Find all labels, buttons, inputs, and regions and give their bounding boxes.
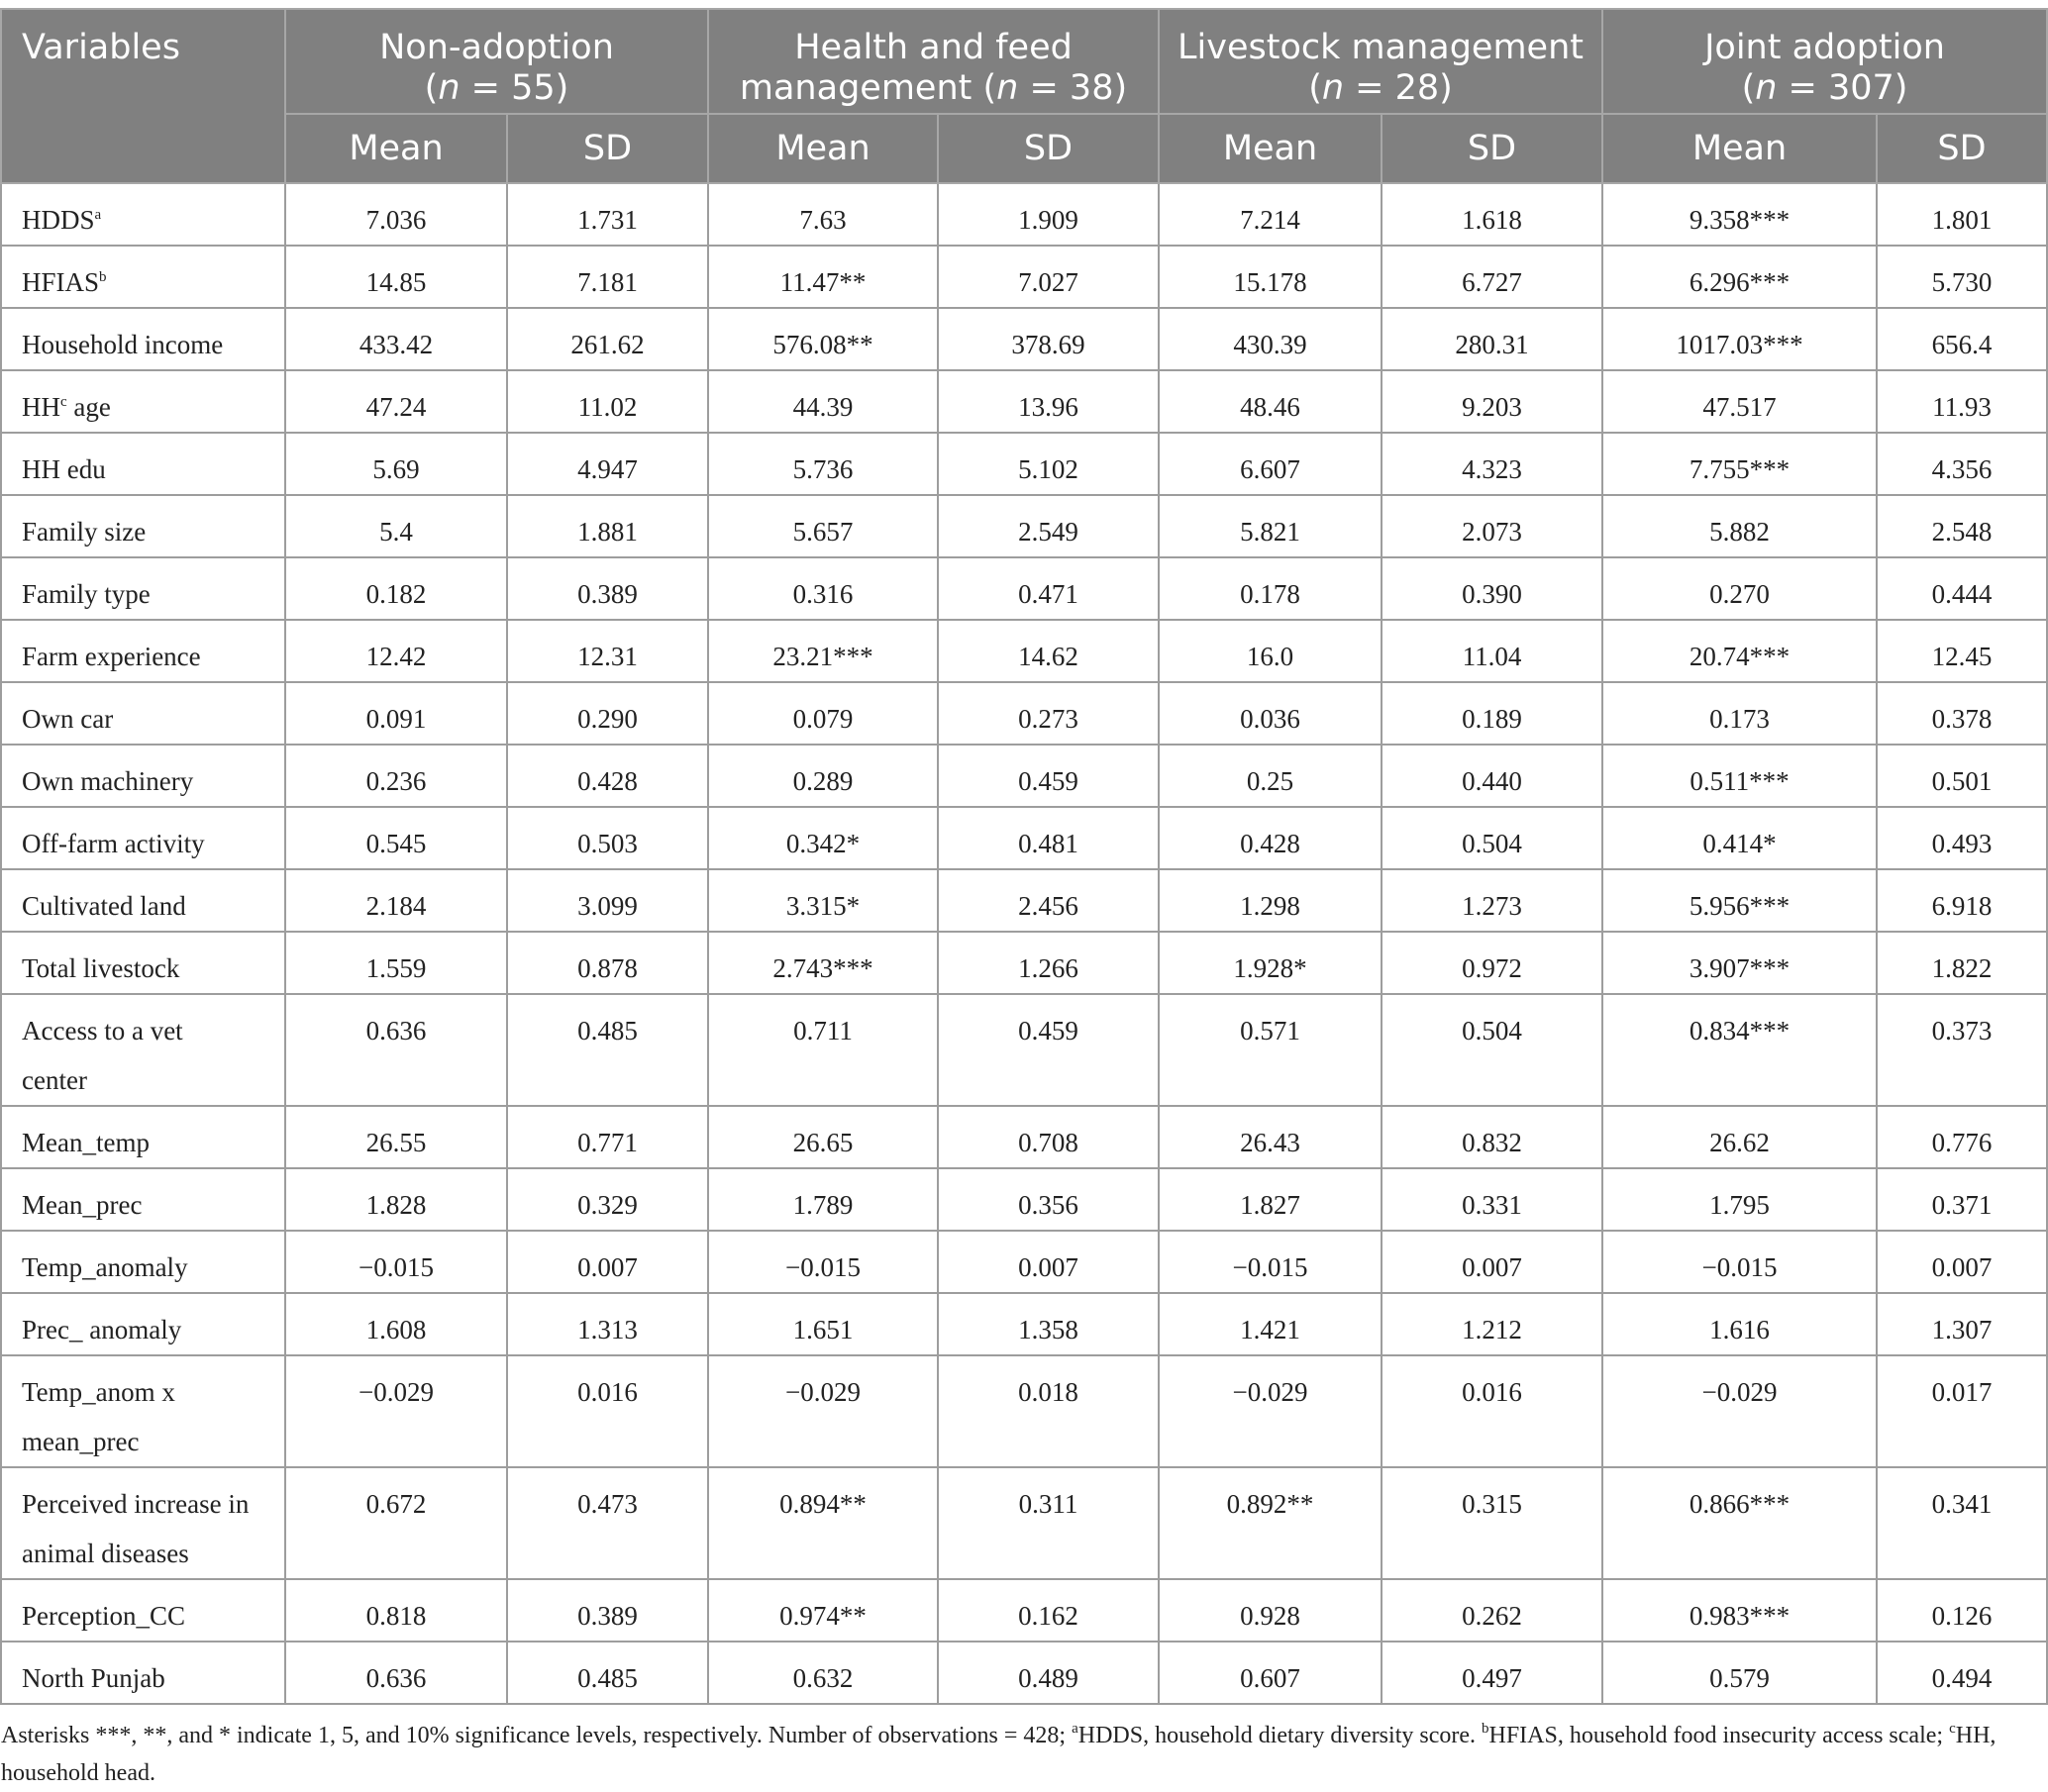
row-label-text: Temp_anom x (22, 1377, 175, 1407)
header-livestock-management: Livestock management (n = 28) (1159, 9, 1602, 114)
row-label-text: HFIAS (22, 267, 100, 297)
row-label-text: Family size (22, 517, 147, 547)
table-row (1, 495, 2047, 557)
sd-cell: 0.018 (938, 1355, 1159, 1467)
row-label-sup: a (94, 207, 102, 223)
mean-cell: 0.974** (708, 1579, 938, 1642)
sd-cell: 5.102 (938, 433, 1159, 495)
sd-cell: 2.549 (938, 495, 1159, 557)
row-label-text: Prec_ anomaly (22, 1315, 182, 1344)
header-sd: SD (507, 114, 708, 183)
mean-cell: 0.579 (1602, 1642, 1877, 1704)
header-sd: SD (938, 114, 1159, 183)
mean-cell: 1.651 (708, 1293, 938, 1355)
row-label (1, 1168, 285, 1231)
footnote-text: HFIAS, household food insecurity access scale; (1488, 1723, 1950, 1748)
mean-cell: 1.421 (1159, 1293, 1382, 1355)
row-label (1, 1467, 285, 1579)
mean-cell: 0.928 (1159, 1579, 1382, 1642)
row-label-text-line2: mean_prec (22, 1427, 140, 1456)
table-row (1, 682, 2047, 745)
row-label-text: North Punjab (22, 1663, 165, 1693)
mean-cell: 0.270 (1602, 557, 1877, 620)
sd-cell: 0.473 (507, 1467, 708, 1579)
row-label-text: Off-farm activity (22, 829, 205, 858)
mean-cell: 0.079 (708, 682, 938, 745)
row-label-text: Mean_prec (22, 1190, 143, 1220)
sd-cell: 1.909 (938, 183, 1159, 246)
sd-cell: 1.358 (938, 1293, 1159, 1355)
mean-cell: 26.43 (1159, 1106, 1382, 1168)
sd-cell: 7.027 (938, 246, 1159, 308)
table-body (1, 183, 2047, 1704)
mean-cell: 0.511*** (1602, 745, 1877, 807)
mean-cell: 0.25 (1159, 745, 1382, 807)
sd-cell: 0.489 (938, 1642, 1159, 1704)
mean-cell: 26.55 (285, 1106, 507, 1168)
sd-cell: 4.356 (1877, 433, 2047, 495)
sd-cell: 0.832 (1382, 1106, 1602, 1168)
row-label (1, 807, 285, 869)
row-label-text: Cultivated land (22, 891, 186, 921)
mean-cell: 47.24 (285, 370, 507, 433)
table-row (1, 620, 2047, 682)
row-label (1, 557, 285, 620)
mean-cell: 44.39 (708, 370, 938, 433)
sd-cell: 0.389 (507, 1579, 708, 1642)
footnote-sup: b (1482, 1721, 1489, 1737)
sd-cell: 0.007 (1382, 1231, 1602, 1293)
mean-cell: 0.607 (1159, 1642, 1382, 1704)
mean-cell: 0.834*** (1602, 994, 1877, 1106)
sd-cell: 14.62 (938, 620, 1159, 682)
row-label (1, 869, 285, 932)
sd-cell: 2.073 (1382, 495, 1602, 557)
sd-cell: 0.504 (1382, 994, 1602, 1106)
mean-cell: −0.029 (285, 1355, 507, 1467)
sd-cell: 2.548 (1877, 495, 2047, 557)
mean-cell: −0.015 (285, 1231, 507, 1293)
group-n: = 55) (470, 68, 569, 108)
row-label-text: Perceived increase in (22, 1489, 250, 1519)
mean-cell: 11.47** (708, 246, 938, 308)
sd-cell: 6.727 (1382, 246, 1602, 308)
row-label-text: HH (22, 392, 60, 422)
table-row (1, 932, 2047, 994)
mean-cell: 3.315* (708, 869, 938, 932)
sd-cell: 0.494 (1877, 1642, 2047, 1704)
mean-cell: 1017.03*** (1602, 308, 1877, 370)
sd-cell: 1.307 (1877, 1293, 2047, 1355)
sd-cell: 0.428 (507, 745, 708, 807)
row-label (1, 1355, 285, 1467)
n-symbol: n (1321, 68, 1345, 108)
sd-cell: 0.378 (1877, 682, 2047, 745)
row-label-text: Household income (22, 330, 224, 359)
sd-cell: 0.459 (938, 994, 1159, 1106)
mean-cell: 16.0 (1159, 620, 1382, 682)
mean-cell: 2.743*** (708, 932, 938, 994)
table-row (1, 1355, 2047, 1467)
mean-cell: 1.789 (708, 1168, 938, 1231)
row-label (1, 1293, 285, 1355)
sd-cell: 2.456 (938, 869, 1159, 932)
sd-cell: 0.007 (507, 1231, 708, 1293)
row-label (1, 1106, 285, 1168)
sd-cell: 0.373 (1877, 994, 2047, 1106)
footnote-text: HDDS, household dietary diversity score. (1077, 1723, 1482, 1748)
mean-cell: 7.036 (285, 183, 507, 246)
sd-cell: 0.189 (1382, 682, 1602, 745)
row-label (1, 370, 285, 433)
sd-cell: 0.311 (938, 1467, 1159, 1579)
table-row (1, 433, 2047, 495)
sd-cell: 0.162 (938, 1579, 1159, 1642)
table-row (1, 1293, 2047, 1355)
mean-cell: 26.62 (1602, 1106, 1877, 1168)
mean-cell: 5.736 (708, 433, 938, 495)
header-mean: Mean (1159, 114, 1382, 183)
mean-cell: 12.42 (285, 620, 507, 682)
sd-cell: 0.708 (938, 1106, 1159, 1168)
sd-cell: 6.918 (1877, 869, 2047, 932)
group-title-line2: management ( (739, 68, 997, 108)
mean-cell: 0.236 (285, 745, 507, 807)
group-title: Non-adoption (379, 28, 614, 67)
header-mean: Mean (285, 114, 507, 183)
sd-cell: 0.016 (1382, 1355, 1602, 1467)
group-n: = 38) (1029, 68, 1128, 108)
footnote-text: HH, household head. (1, 1723, 1997, 1786)
mean-cell: 0.672 (285, 1467, 507, 1579)
row-label (1, 183, 285, 246)
sd-cell: 1.881 (507, 495, 708, 557)
sd-cell: 0.497 (1382, 1642, 1602, 1704)
mean-cell: 5.4 (285, 495, 507, 557)
sd-cell: 0.007 (938, 1231, 1159, 1293)
table-row (1, 1231, 2047, 1293)
group-title: Joint adoption (1704, 28, 1945, 67)
mean-cell: 0.178 (1159, 557, 1382, 620)
row-label (1, 620, 285, 682)
sd-cell: 0.501 (1877, 745, 2047, 807)
row-label-text: Mean_temp (22, 1128, 150, 1157)
sd-cell: 378.69 (938, 308, 1159, 370)
table-container (0, 8, 2046, 1792)
sd-cell: 0.007 (1877, 1231, 2047, 1293)
sd-cell: 656.4 (1877, 308, 2047, 370)
row-label (1, 246, 285, 308)
group-title: Health and feed (794, 28, 1073, 67)
sd-cell: 12.45 (1877, 620, 2047, 682)
row-label (1, 1579, 285, 1642)
mean-cell: 1.559 (285, 932, 507, 994)
row-label (1, 1231, 285, 1293)
mean-cell: 576.08** (708, 308, 938, 370)
mean-cell: 430.39 (1159, 308, 1382, 370)
table-row (1, 557, 2047, 620)
group-title: Livestock management (1178, 28, 1584, 67)
mean-cell: 0.894** (708, 1467, 938, 1579)
mean-cell: 0.316 (708, 557, 938, 620)
table-row (1, 370, 2047, 433)
sd-cell: 5.730 (1877, 246, 2047, 308)
row-label-text: Temp_anomaly (22, 1252, 188, 1282)
table-row (1, 745, 2047, 807)
table-row (1, 1168, 2047, 1231)
table-row (1, 807, 2047, 869)
header-group-row (1, 9, 2047, 114)
header-sd: SD (1877, 114, 2047, 183)
sd-cell: 0.017 (1877, 1355, 2047, 1467)
row-label-text: Family type (22, 579, 151, 609)
sd-cell: 1.801 (1877, 183, 2047, 246)
sd-cell: 0.126 (1877, 1579, 2047, 1642)
mean-cell: 1.828 (285, 1168, 507, 1231)
mean-cell: 5.956*** (1602, 869, 1877, 932)
footnote-text: Asterisks ***, **, and * indicate 1, 5, and 10% significance levels, respectively. Number of observations = 428; (1, 1723, 1073, 1748)
mean-cell: 5.657 (708, 495, 938, 557)
mean-cell: 1.616 (1602, 1293, 1877, 1355)
mean-cell: 1.608 (285, 1293, 507, 1355)
row-label-text-line2: animal diseases (22, 1539, 189, 1568)
row-label (1, 682, 285, 745)
mean-cell: 9.358*** (1602, 183, 1877, 246)
mean-cell: 3.907*** (1602, 932, 1877, 994)
sd-cell: 0.493 (1877, 807, 2047, 869)
sd-cell: 280.31 (1382, 308, 1602, 370)
sd-cell: 3.099 (507, 869, 708, 932)
mean-cell: −0.029 (1602, 1355, 1877, 1467)
mean-cell: 0.711 (708, 994, 938, 1106)
sd-cell: 0.290 (507, 682, 708, 745)
row-label-text: HDDS (22, 205, 95, 235)
n-symbol: n (1755, 68, 1778, 108)
mean-cell: 0.036 (1159, 682, 1382, 745)
row-label (1, 433, 285, 495)
row-label (1, 308, 285, 370)
mean-cell: −0.029 (708, 1355, 938, 1467)
sd-cell: 1.822 (1877, 932, 2047, 994)
sd-cell: 0.331 (1382, 1168, 1602, 1231)
table-footnote (0, 1705, 2046, 1792)
sd-cell: 1.266 (938, 932, 1159, 994)
header-sd: SD (1382, 114, 1602, 183)
mean-cell: 0.632 (708, 1642, 938, 1704)
header-stat-row (1, 114, 2047, 183)
row-label-text: Own machinery (22, 766, 194, 796)
table-row (1, 308, 2047, 370)
row-label-sup: c (60, 394, 67, 410)
sd-cell: 13.96 (938, 370, 1159, 433)
mean-cell: 7.63 (708, 183, 938, 246)
sd-cell: 0.315 (1382, 1467, 1602, 1579)
mean-cell: 0.414* (1602, 807, 1877, 869)
sd-cell: 1.313 (507, 1293, 708, 1355)
sd-cell: 0.471 (938, 557, 1159, 620)
sd-cell: 0.444 (1877, 557, 2047, 620)
mean-cell: 6.296*** (1602, 246, 1877, 308)
sd-cell: 12.31 (507, 620, 708, 682)
mean-cell: 26.65 (708, 1106, 938, 1168)
sd-cell: 0.878 (507, 932, 708, 994)
table-row (1, 994, 2047, 1106)
mean-cell: 48.46 (1159, 370, 1382, 433)
sd-cell: 0.356 (938, 1168, 1159, 1231)
mean-cell: 0.636 (285, 1642, 507, 1704)
mean-cell: 1.795 (1602, 1168, 1877, 1231)
n-symbol: n (438, 68, 461, 108)
sd-cell: 0.262 (1382, 1579, 1602, 1642)
mean-cell: 0.091 (285, 682, 507, 745)
mean-cell: 0.983*** (1602, 1579, 1877, 1642)
mean-cell: 0.545 (285, 807, 507, 869)
row-label-text: HH edu (22, 454, 106, 484)
row-label-text: Total livestock (22, 953, 180, 983)
mean-cell: 0.182 (285, 557, 507, 620)
n-symbol: n (996, 68, 1019, 108)
row-label-text: Farm experience (22, 642, 201, 671)
sd-cell: 0.389 (507, 557, 708, 620)
row-label-sup: b (99, 269, 107, 285)
mean-cell: 5.69 (285, 433, 507, 495)
sd-cell: 1.273 (1382, 869, 1602, 932)
footnote-sup: a (1072, 1721, 1078, 1737)
sd-cell: 0.481 (938, 807, 1159, 869)
mean-cell: 7.214 (1159, 183, 1382, 246)
sd-cell: 7.181 (507, 246, 708, 308)
sd-cell: 0.390 (1382, 557, 1602, 620)
mean-cell: 433.42 (285, 308, 507, 370)
mean-cell: 1.827 (1159, 1168, 1382, 1231)
mean-cell: 5.821 (1159, 495, 1382, 557)
mean-cell: 0.173 (1602, 682, 1877, 745)
row-label (1, 994, 285, 1106)
row-label-suffix: age (66, 392, 111, 422)
mean-cell: 0.892** (1159, 1467, 1382, 1579)
sd-cell: 0.776 (1877, 1106, 2047, 1168)
sd-cell: 11.93 (1877, 370, 2047, 433)
row-label (1, 745, 285, 807)
group-n: = 28) (1355, 68, 1453, 108)
mean-cell: 0.342* (708, 807, 938, 869)
mean-cell: 0.818 (285, 1579, 507, 1642)
table-row (1, 869, 2047, 932)
sd-cell: 11.02 (507, 370, 708, 433)
header-mean: Mean (1602, 114, 1877, 183)
mean-cell: −0.029 (1159, 1355, 1382, 1467)
sd-cell: 4.323 (1382, 433, 1602, 495)
sd-cell: 261.62 (507, 308, 708, 370)
table-row (1, 1106, 2047, 1168)
sd-cell: 9.203 (1382, 370, 1602, 433)
row-label-text: Access to a vet (22, 1016, 183, 1045)
mean-cell: −0.015 (1602, 1231, 1877, 1293)
summary-statistics-table (0, 8, 2048, 1705)
footnote-sup: c (1949, 1721, 1956, 1737)
mean-cell: 14.85 (285, 246, 507, 308)
mean-cell: 47.517 (1602, 370, 1877, 433)
table-row (1, 246, 2047, 308)
mean-cell: 0.866*** (1602, 1467, 1877, 1579)
row-label-text-line2: center (22, 1065, 87, 1095)
header-non-adoption: Non-adoption (n = 55) (285, 9, 708, 114)
table-row (1, 183, 2047, 246)
sd-cell: 0.972 (1382, 932, 1602, 994)
mean-cell: −0.015 (708, 1231, 938, 1293)
header-variables: Variables (1, 9, 285, 183)
table-row (1, 1579, 2047, 1642)
row-label (1, 932, 285, 994)
sd-cell: 4.947 (507, 433, 708, 495)
mean-cell: 0.289 (708, 745, 938, 807)
header-mean: Mean (708, 114, 938, 183)
table-row (1, 1642, 2047, 1704)
mean-cell: 20.74*** (1602, 620, 1877, 682)
sd-cell: 1.212 (1382, 1293, 1602, 1355)
header-health-feed (708, 9, 1159, 114)
mean-cell: 15.178 (1159, 246, 1382, 308)
header-joint-adoption: Joint adoption (n = 307) (1602, 9, 2047, 114)
group-n: = 307) (1788, 68, 1908, 108)
sd-cell: 0.485 (507, 994, 708, 1106)
sd-cell: 0.371 (1877, 1168, 2047, 1231)
sd-cell: 0.341 (1877, 1467, 2047, 1579)
mean-cell: 1.298 (1159, 869, 1382, 932)
mean-cell: 5.882 (1602, 495, 1877, 557)
sd-cell: 0.485 (507, 1642, 708, 1704)
sd-cell: 1.618 (1382, 183, 1602, 246)
mean-cell: 0.571 (1159, 994, 1382, 1106)
sd-cell: 0.016 (507, 1355, 708, 1467)
sd-cell: 0.503 (507, 807, 708, 869)
sd-cell: 0.459 (938, 745, 1159, 807)
sd-cell: 0.771 (507, 1106, 708, 1168)
sd-cell: 1.731 (507, 183, 708, 246)
sd-cell: 0.504 (1382, 807, 1602, 869)
sd-cell: 0.329 (507, 1168, 708, 1231)
table-row (1, 1467, 2047, 1579)
row-label-text: Perception_CC (22, 1601, 185, 1631)
mean-cell: 6.607 (1159, 433, 1382, 495)
sd-cell: 0.440 (1382, 745, 1602, 807)
mean-cell: 7.755*** (1602, 433, 1877, 495)
row-label (1, 1642, 285, 1704)
mean-cell: 23.21*** (708, 620, 938, 682)
mean-cell: 0.636 (285, 994, 507, 1106)
mean-cell: 0.428 (1159, 807, 1382, 869)
mean-cell: 1.928* (1159, 932, 1382, 994)
row-label (1, 495, 285, 557)
sd-cell: 0.273 (938, 682, 1159, 745)
row-label-text: Own car (22, 704, 114, 734)
sd-cell: 11.04 (1382, 620, 1602, 682)
mean-cell: 2.184 (285, 869, 507, 932)
mean-cell: −0.015 (1159, 1231, 1382, 1293)
